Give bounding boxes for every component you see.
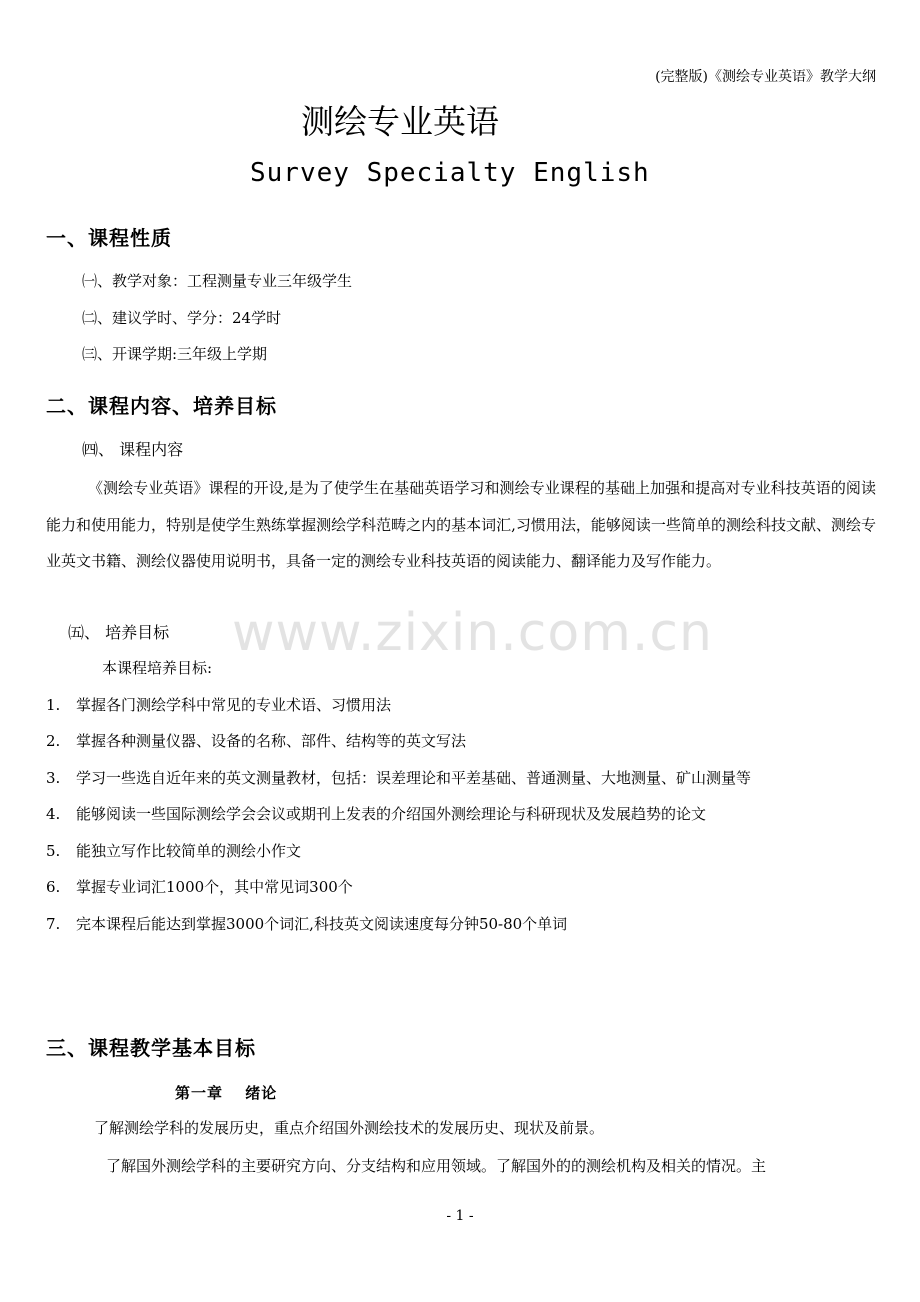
section-heading-teaching-objectives: 三、课程教学基本目标: [46, 1036, 256, 1060]
goal-number: 3.: [46, 769, 61, 787]
course-nature-item: ㈡、建议学时、学分：24学时: [82, 309, 282, 327]
goal-list-item: [46, 840, 301, 861]
document-subtitle-english: Survey Specialty English: [250, 158, 650, 188]
goal-text: 能独立写作比较简单的测绘小作文: [76, 842, 302, 860]
goal-number: 6.: [46, 878, 61, 896]
goals-intro: 本课程培养目标:: [102, 659, 213, 677]
goal-number: 2.: [46, 732, 61, 750]
document-title: 测绘专业英语: [301, 102, 499, 141]
goal-list-item: [46, 730, 466, 751]
goal-text: 完本课程后能达到掌握3000个词汇,科技英文阅读速度每分钟50-80个单词: [76, 915, 568, 933]
course-nature-item: ㈢、开课学期:三年级上学期: [82, 345, 268, 363]
watermark: www.zixin.com.cn: [232, 603, 713, 663]
goal-list-item: [46, 694, 391, 715]
course-nature-item: ㈠、教学对象：工程测量专业三年级学生: [82, 272, 353, 290]
chapter-heading: 第一章 绪论: [175, 1084, 278, 1102]
goal-number: 5.: [46, 842, 61, 860]
running-header: (完整版)《测绘专业英语》教学大纲: [655, 69, 876, 85]
chapter-text-line: 了解国外测绘学科的主要研究方向、分支结构和应用领域。了解国外的的测绘机构及相关的情况。主: [106, 1157, 767, 1175]
course-description-paragraph: 《测绘专业英语》课程的开设,是为了使学生在基础英语学习和测绘专业课程的基础上加强和提高对专业科技英语的阅读能力和使用能力，特别是使学生熟练掌握测绘学科范畴之内的基本词汇,习惯用法，能够阅读一些简单的测绘科技文献、测绘专业英文书籍、测绘仪器使用说明书，具备一定的测绘专业科技英语的阅读能力、翻译能力及写作能力。: [46, 479, 876, 570]
goal-text: 能够阅读一些国际测绘学会会议或期刊上发表的介绍国外测绘理论与科研现状及发展趋势的论文: [76, 805, 707, 823]
page-number: - 1 -: [446, 1208, 474, 1224]
goal-text: 掌握专业词汇1000个，其中常见词300个: [76, 878, 353, 896]
subheading-training-goals: ㈤、 培养目标: [68, 623, 170, 642]
goal-list-item: [46, 803, 706, 824]
goal-number: 4.: [46, 805, 61, 823]
goal-list-item: [46, 913, 567, 934]
section-heading-course-nature: 一、课程性质: [46, 226, 172, 250]
goal-text: 掌握各种测量仪器、设备的名称、部件、结构等的英文写法: [76, 732, 467, 750]
goal-number: 7.: [46, 915, 61, 933]
subheading-course-content: ㈣、 课程内容: [82, 440, 184, 459]
goal-text: 掌握各门测绘学科中常见的专业术语、习惯用法: [76, 696, 392, 714]
section-heading-content-goals: 二、课程内容、培养目标: [46, 394, 277, 418]
goal-text: 学习一些选自近年来的英文测量教材，包括：误差理论和平差基础、普通测量、大地测量、矿山测量等: [76, 769, 752, 787]
goal-list-item: [46, 876, 353, 897]
goal-list-item: [46, 767, 751, 788]
chapter-text-line: 了解测绘学科的发展历史，重点介绍国外测绘技术的发展历史、现状及前景。: [94, 1119, 605, 1137]
goal-number: 1.: [46, 696, 61, 714]
